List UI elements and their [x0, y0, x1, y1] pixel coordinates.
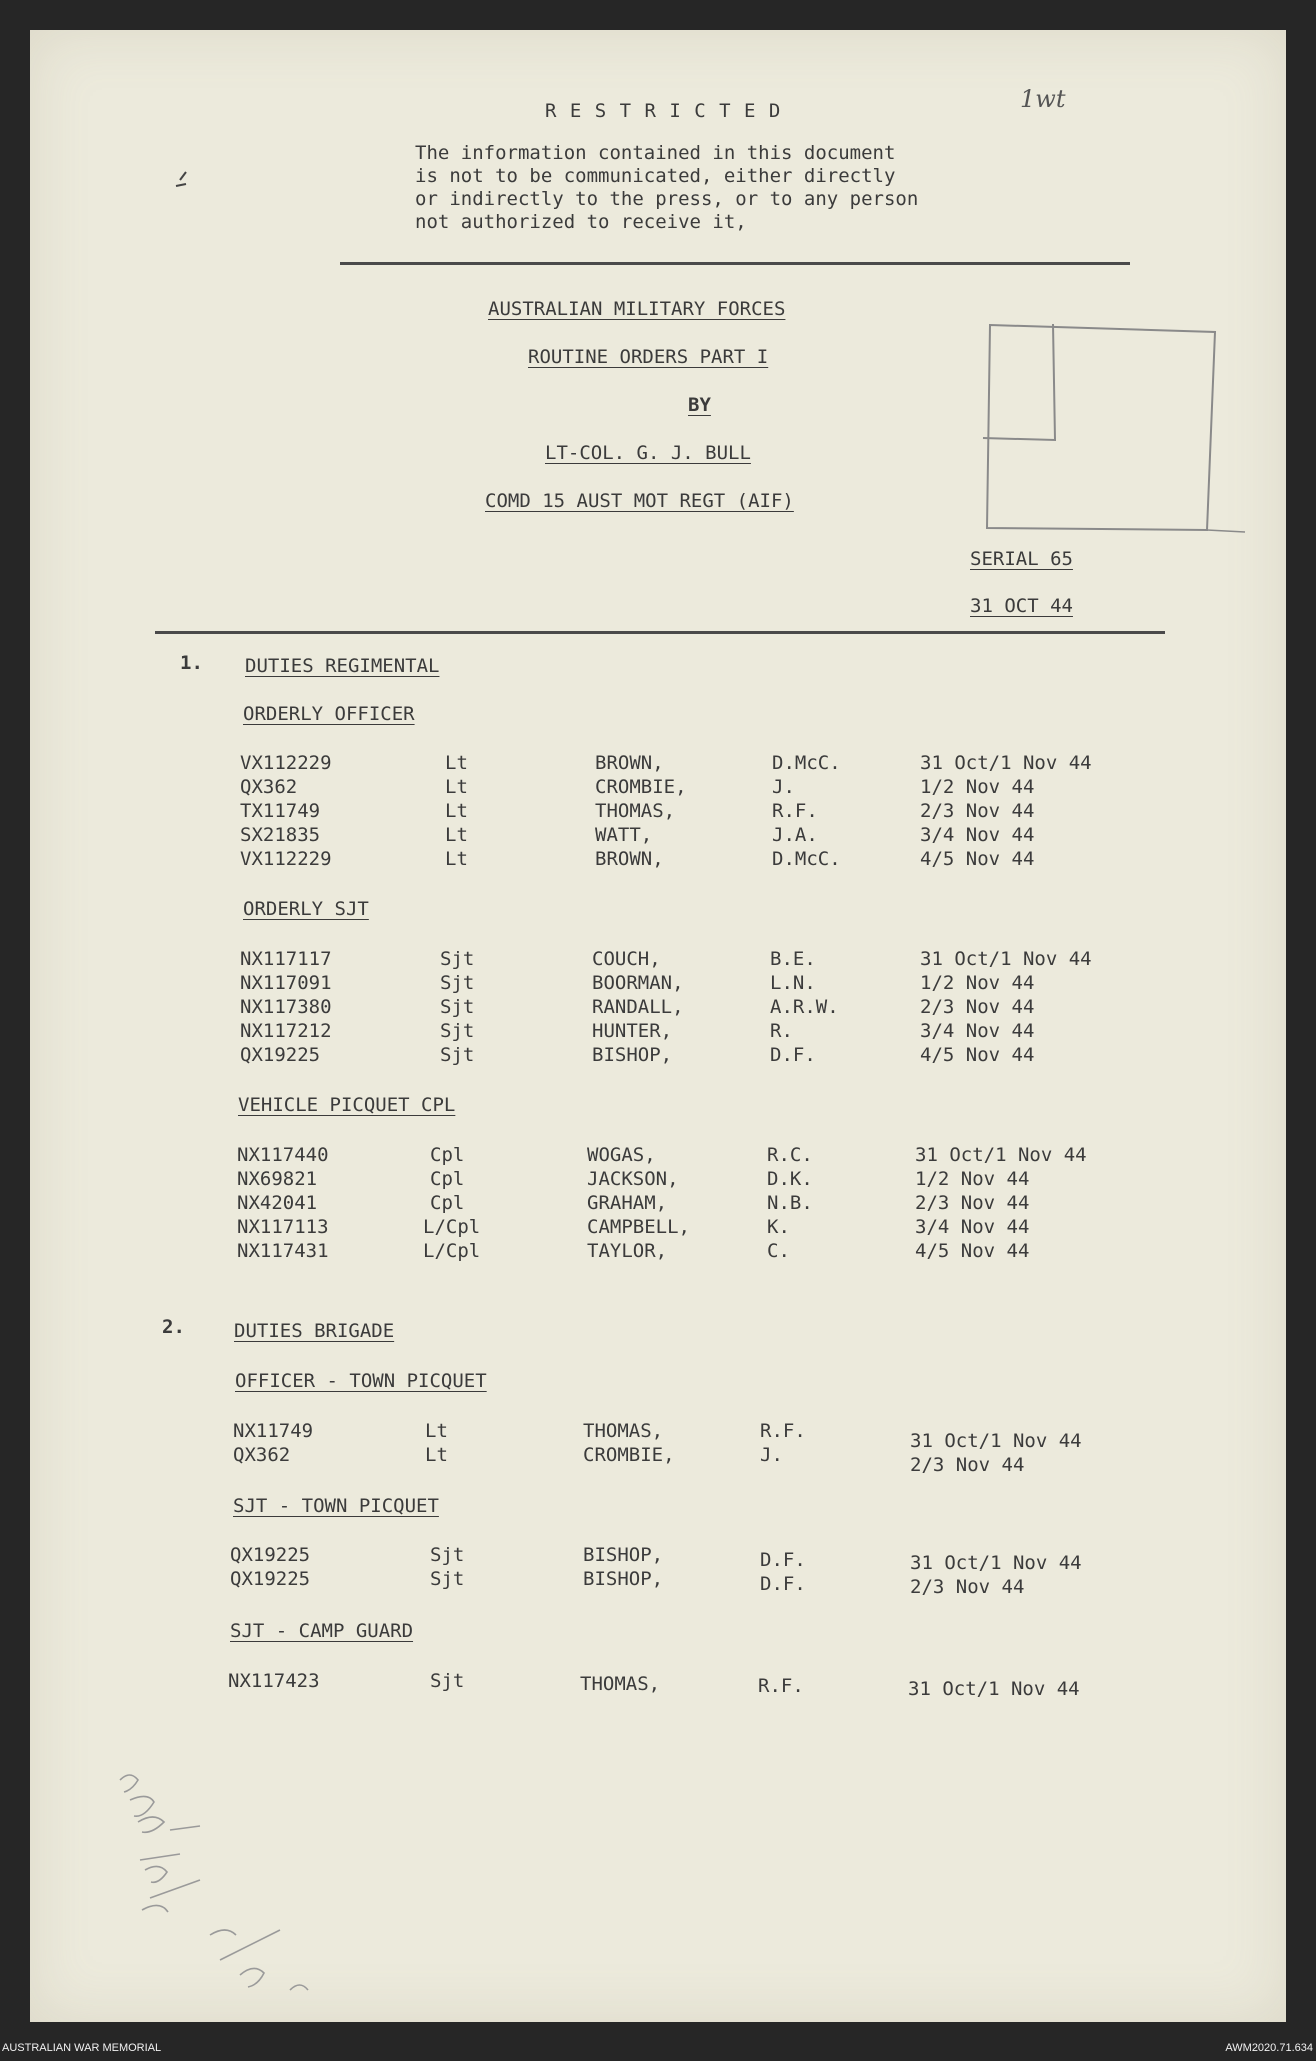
surname: BISHOP, [592, 1044, 673, 1066]
duty-dates: 2/3 Nov 44 [920, 800, 1035, 822]
surname: BISHOP, [583, 1568, 664, 1590]
surname: BISHOP, [583, 1544, 664, 1566]
duty-dates: 3/4 Nov 44 [920, 824, 1035, 846]
duty-dates: 31 Oct/1 Nov 44 [910, 1430, 1082, 1452]
service-number: NX42041 [237, 1192, 318, 1214]
surname: GRAHAM, [587, 1192, 668, 1214]
surname: THOMAS, [583, 1420, 664, 1442]
service-number: NX117440 [237, 1144, 329, 1166]
initials: D.F. [760, 1549, 806, 1571]
rank: Lt [445, 752, 468, 774]
surname: COUCH, [592, 948, 661, 970]
archive-footer [0, 2036, 1316, 2061]
notice-line: The information contained in this document [415, 142, 896, 164]
duty-dates: 3/4 Nov 44 [915, 1216, 1030, 1238]
notice-line: not authorized to receive it, [415, 211, 747, 233]
duty-dates: 2/3 Nov 44 [915, 1192, 1030, 1214]
group-title: SJT - CAMP GUARD [230, 1620, 414, 1642]
initials: R.F. [758, 1675, 804, 1697]
service-number: TX11749 [240, 800, 321, 822]
title-line: BY [688, 394, 711, 416]
duty-dates: 4/5 Nov 44 [920, 1044, 1035, 1066]
initials: J. [772, 776, 795, 798]
divider [340, 262, 1130, 265]
initials: R.F. [772, 800, 818, 822]
service-number: VX112229 [240, 848, 332, 870]
service-number: QX19225 [240, 1044, 321, 1066]
rank: Sjt [430, 1568, 465, 1590]
footer-left: AUSTRALIAN WAR MEMORIAL [2, 2042, 162, 2054]
initials: R. [770, 1020, 793, 1042]
initials: J.A. [772, 824, 818, 846]
rank: Sjt [430, 1670, 465, 1692]
rank: Cpl [430, 1168, 465, 1190]
initials: D.McC. [772, 752, 841, 774]
service-number: NX117117 [240, 948, 332, 970]
rank: Lt [445, 824, 468, 846]
initials: A.R.W. [770, 996, 839, 1018]
initials: D.McC. [772, 848, 841, 870]
footer-right: AWM2020.71.634 [1225, 2042, 1313, 2054]
service-number: VX112229 [240, 752, 332, 774]
rank: Cpl [430, 1144, 465, 1166]
section-number: 2. [162, 1316, 185, 1338]
group-title: OFFICER - TOWN PICQUET [235, 1370, 487, 1392]
duty-dates: 31 Oct/1 Nov 44 [915, 1144, 1087, 1166]
service-number: NX117212 [240, 1020, 332, 1042]
order-date: 31 OCT 44 [970, 595, 1073, 617]
serial-number: SERIAL 65 [970, 548, 1073, 570]
duty-dates: 31 Oct/1 Nov 44 [920, 948, 1092, 970]
duty-dates: 1/2 Nov 44 [920, 972, 1035, 994]
rank: L/Cpl [423, 1240, 481, 1262]
surname: JACKSON, [587, 1168, 679, 1190]
surname: THOMAS, [595, 800, 676, 822]
initials: D.F. [760, 1573, 806, 1595]
pencil-annotations [90, 1760, 390, 2020]
service-number: NX69821 [237, 1168, 318, 1190]
service-number: NX11749 [233, 1420, 314, 1442]
initials: N.B. [767, 1192, 813, 1214]
title-line: ROUTINE ORDERS PART I [528, 346, 769, 368]
rank: L/Cpl [423, 1216, 481, 1238]
group-title: ORDERLY SJT [243, 898, 369, 920]
surname: WOGAS, [587, 1144, 656, 1166]
initials: J. [760, 1444, 783, 1466]
section-number: 1. [180, 652, 203, 674]
service-number: QX362 [240, 776, 298, 798]
initials: L.N. [770, 972, 816, 994]
rank: Sjt [430, 1544, 465, 1566]
initials: D.F. [770, 1044, 816, 1066]
initials: B.E. [770, 948, 816, 970]
duty-dates: 31 Oct/1 Nov 44 [908, 1678, 1080, 1700]
rank: Sjt [440, 996, 475, 1018]
section-title: DUTIES REGIMENTAL [245, 655, 440, 677]
rank: Lt [425, 1420, 448, 1442]
title-line: LT-COL. G. J. BULL [545, 442, 751, 464]
duty-dates: 31 Oct/1 Nov 44 [910, 1552, 1082, 1574]
surname: CROMBIE, [595, 776, 687, 798]
initials: D.K. [767, 1168, 813, 1190]
rank: Lt [445, 848, 468, 870]
service-number: QX19225 [230, 1544, 311, 1566]
rank: Lt [445, 776, 468, 798]
initials: R.F. [760, 1420, 806, 1442]
surname: BOORMAN, [592, 972, 684, 994]
ink-marks [160, 140, 220, 200]
notice-line: or indirectly to the press, or to any person [415, 188, 919, 210]
surname: BROWN, [595, 752, 664, 774]
title-line: AUSTRALIAN MILITARY FORCES [488, 298, 786, 320]
surname: TAYLOR, [587, 1240, 668, 1262]
duty-dates: 1/2 Nov 44 [915, 1168, 1030, 1190]
initials: R.C. [767, 1144, 813, 1166]
service-number: NX117113 [237, 1216, 329, 1238]
duty-dates: 1/2 Nov 44 [920, 776, 1035, 798]
handwritten-mark: 1wt [1020, 85, 1066, 113]
surname: BROWN, [595, 848, 664, 870]
group-title: VEHICLE PICQUET CPL [238, 1094, 456, 1116]
initials: K. [767, 1216, 790, 1238]
service-number: NX117431 [237, 1240, 329, 1262]
rank: Sjt [440, 1044, 475, 1066]
duty-dates: 4/5 Nov 44 [915, 1240, 1030, 1262]
surname: WATT, [595, 824, 653, 846]
surname: CROMBIE, [583, 1444, 675, 1466]
title-line: COMD 15 AUST MOT REGT (AIF) [485, 490, 794, 512]
surname: RANDALL, [592, 996, 684, 1018]
duty-dates: 2/3 Nov 44 [910, 1454, 1025, 1476]
initials: C. [767, 1240, 790, 1262]
rank: Cpl [430, 1192, 465, 1214]
pencil-box-sketch [975, 290, 1275, 560]
divider [155, 631, 1165, 634]
duty-dates: 4/5 Nov 44 [920, 848, 1035, 870]
duty-dates: 2/3 Nov 44 [920, 996, 1035, 1018]
rank: Sjt [440, 1020, 475, 1042]
rank: Sjt [440, 972, 475, 994]
service-number: NX117091 [240, 972, 332, 994]
notice-line: is not to be communicated, either directly [415, 165, 896, 187]
surname: HUNTER, [592, 1020, 673, 1042]
service-number: QX362 [233, 1444, 291, 1466]
group-title: SJT - TOWN PICQUET [233, 1495, 439, 1517]
service-number: NX117380 [240, 996, 332, 1018]
rank: Lt [445, 800, 468, 822]
duty-dates: 3/4 Nov 44 [920, 1020, 1035, 1042]
service-number: QX19225 [230, 1568, 311, 1590]
service-number: SX21835 [240, 824, 321, 846]
classification-heading: R E S T R I C T E D [545, 100, 782, 122]
surname: THOMAS, [580, 1673, 661, 1695]
document-page [30, 30, 1286, 2022]
rank: Sjt [440, 948, 475, 970]
rank: Lt [425, 1444, 448, 1466]
service-number: NX117423 [228, 1670, 320, 1692]
group-title: ORDERLY OFFICER [243, 703, 415, 725]
section-title: DUTIES BRIGADE [234, 1320, 395, 1342]
duty-dates: 31 Oct/1 Nov 44 [920, 752, 1092, 774]
duty-dates: 2/3 Nov 44 [910, 1576, 1025, 1598]
surname: CAMPBELL, [587, 1216, 690, 1238]
